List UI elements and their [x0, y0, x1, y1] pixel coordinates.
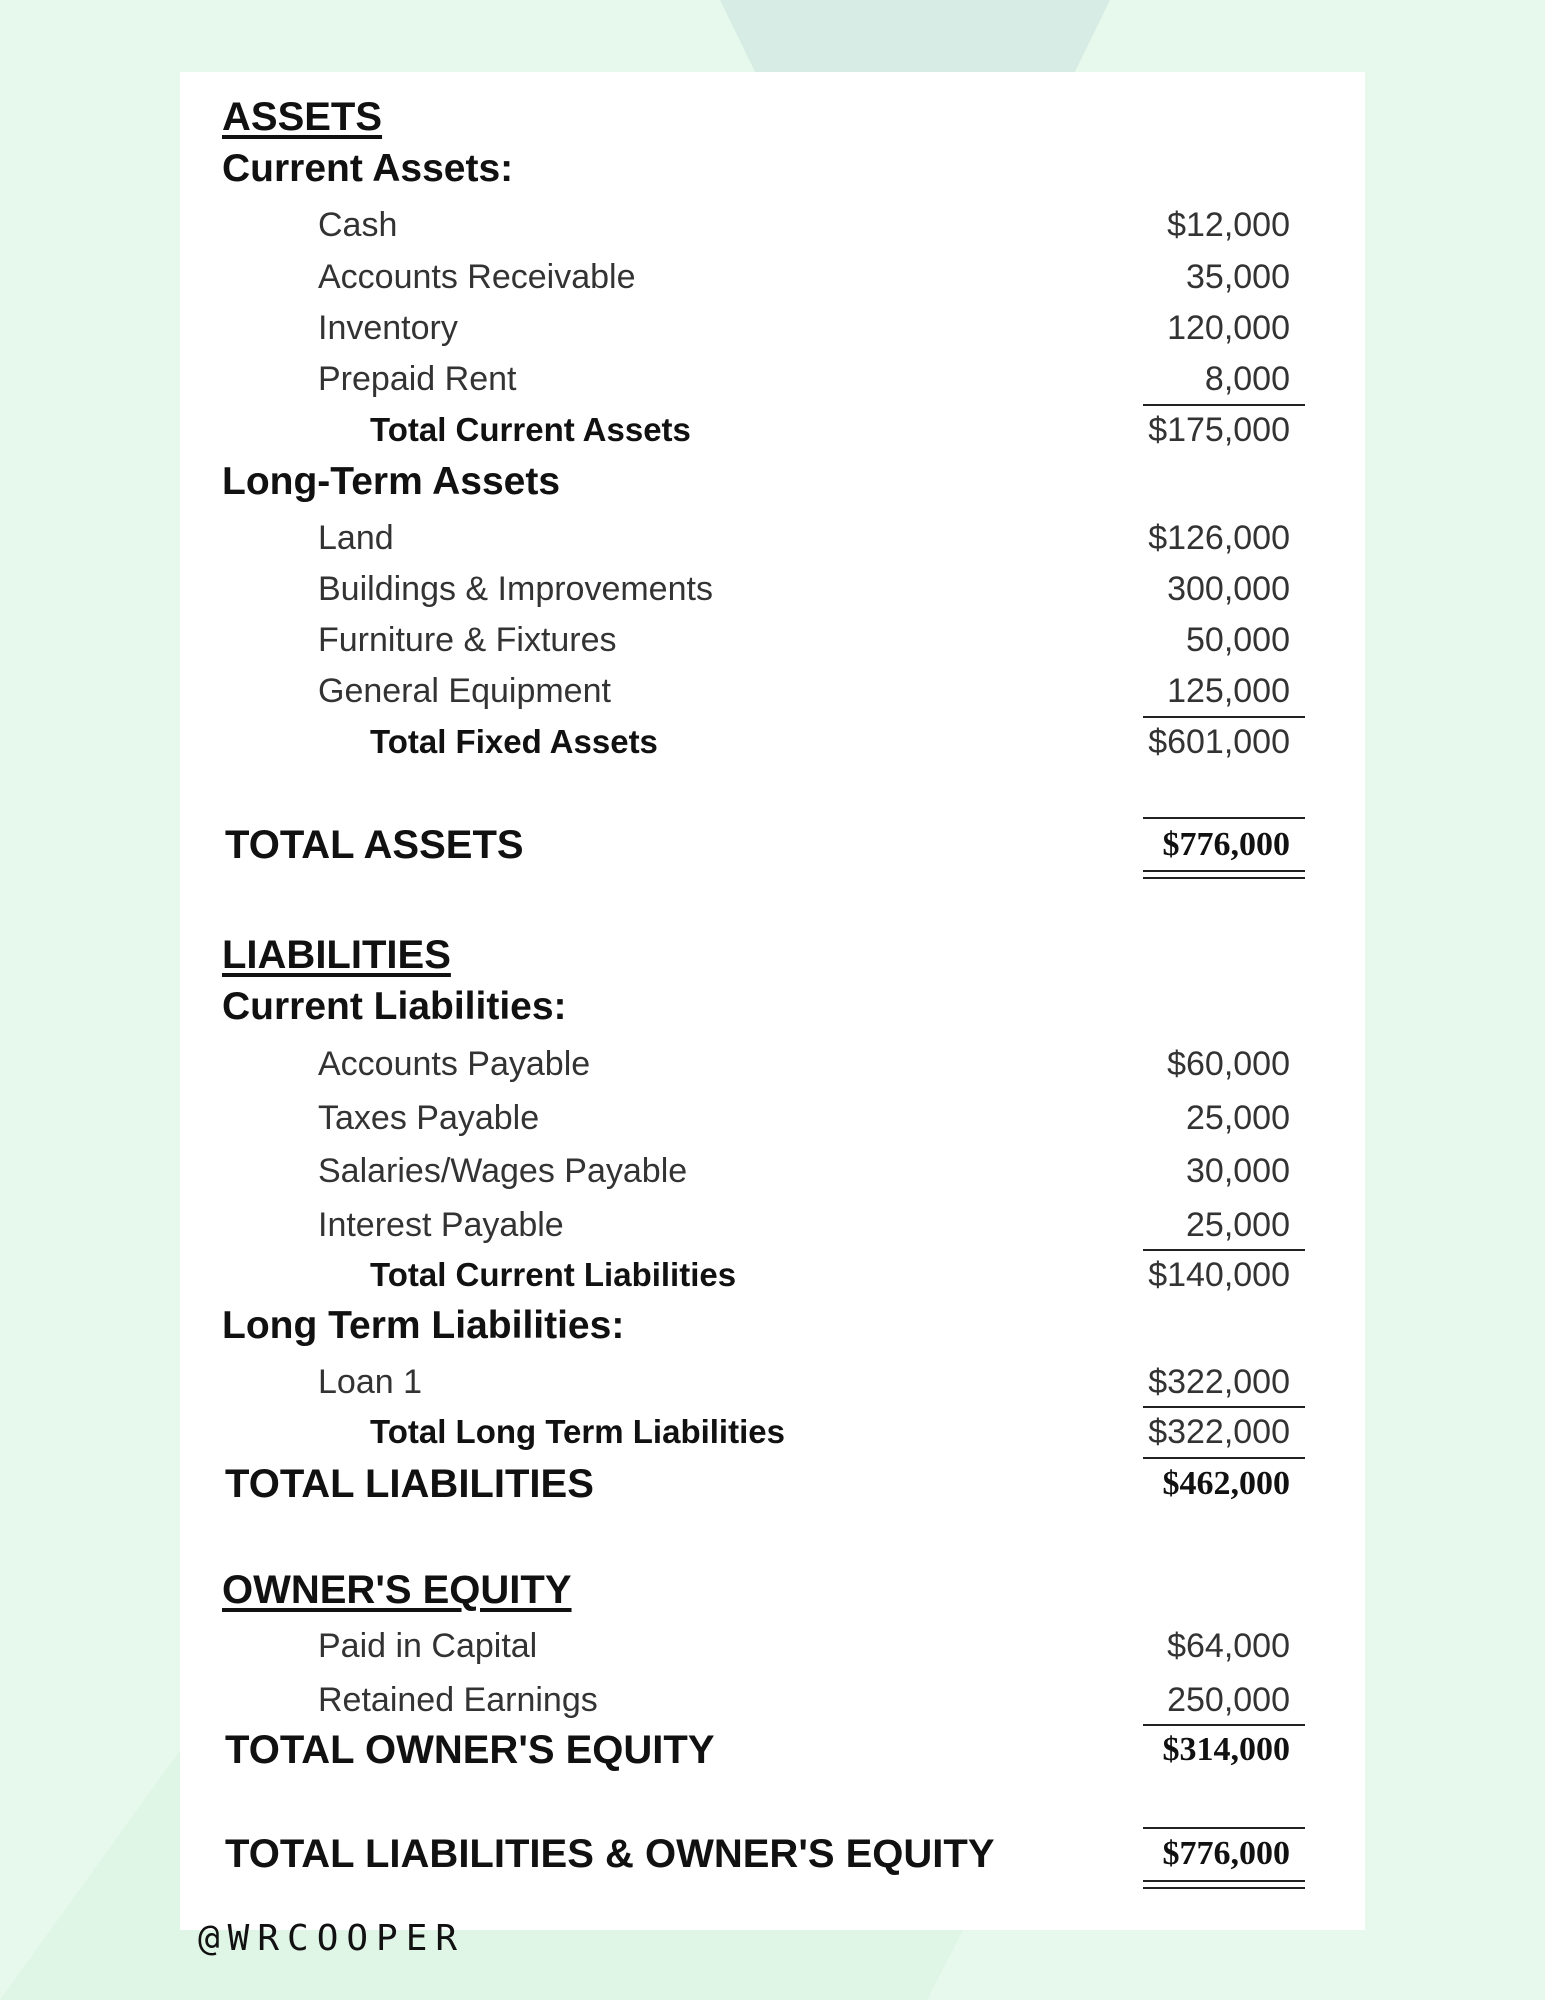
assets-header-row [180, 92, 1365, 142]
table-row [180, 200, 1365, 250]
grand-total-row [180, 820, 1365, 870]
total-assets-amount: $776,000 [1162, 826, 1290, 863]
line-item-label: Salaries/Wages Payable [318, 1152, 688, 1190]
line-item-amount: 35,000 [1186, 258, 1290, 296]
line-item-amount: 50,000 [1186, 621, 1290, 659]
current-assets-header-row [180, 144, 1365, 194]
long-term-assets-header-row [180, 457, 1365, 507]
subtotal-label: Total Long Term Liabilities [370, 1413, 785, 1450]
subtotal-row [180, 405, 1365, 455]
line-item-label: Land [318, 519, 394, 557]
line-item-label: Buildings & Improvements [318, 570, 713, 608]
table-row [180, 564, 1365, 614]
subtotal-amount: $175,000 [1148, 411, 1290, 449]
line-item-amount: $322,000 [1148, 1363, 1290, 1401]
table-row [180, 1675, 1365, 1725]
assets-title: ASSETS [222, 95, 383, 139]
subtotal-label: Total Current Liabilities [370, 1256, 737, 1293]
subtotal-row [180, 717, 1365, 767]
current-liabilities-title: Current Liabilities: [222, 985, 567, 1028]
table-row [180, 354, 1365, 404]
total-assets-label: TOTAL ASSETS [225, 823, 524, 867]
line-item-label: Furniture & Fixtures [318, 621, 617, 659]
subtotal-amount: $322,000 [1148, 1413, 1290, 1451]
liabilities-header-row [180, 930, 1365, 980]
table-row [180, 666, 1365, 716]
grand-total-row [180, 1829, 1365, 1879]
table-row [180, 513, 1365, 563]
table-row [180, 1200, 1365, 1250]
table-row [180, 303, 1365, 353]
subtotal-label: Total Current Assets [370, 411, 691, 448]
line-item-amount: $64,000 [1167, 1627, 1290, 1665]
subtotal-amount: $601,000 [1148, 723, 1290, 761]
subtotal-row [180, 1407, 1365, 1457]
total-rule-double [1143, 870, 1305, 879]
total-liabilities-equity-amount: $776,000 [1162, 1835, 1290, 1872]
line-item-amount: 120,000 [1167, 309, 1290, 347]
line-item-amount: 125,000 [1167, 672, 1290, 710]
total-equity-amount: $314,000 [1162, 1731, 1290, 1768]
subtotal-amount: $140,000 [1148, 1256, 1290, 1294]
line-item-label: Paid in Capital [318, 1627, 538, 1665]
table-row [180, 1621, 1365, 1671]
long-term-liabilities-title: Long Term Liabilities: [222, 1304, 625, 1347]
total-equity-label: TOTAL OWNER'S EQUITY [225, 1728, 715, 1772]
current-liabilities-header-row [180, 982, 1365, 1032]
total-liabilities-equity-label: TOTAL LIABILITIES & OWNER'S EQUITY [225, 1832, 995, 1876]
subtotal-label: Total Fixed Assets [370, 723, 658, 760]
line-item-amount: 8,000 [1204, 360, 1290, 398]
current-assets-title: Current Assets: [222, 147, 514, 190]
line-item-amount: 25,000 [1186, 1099, 1290, 1137]
line-item-amount: 30,000 [1186, 1152, 1290, 1190]
line-item-amount: $60,000 [1167, 1045, 1290, 1083]
equity-header-row [180, 1565, 1365, 1615]
table-row [180, 615, 1365, 665]
watermark-handle: @WRCOOPER [198, 1918, 466, 1959]
line-item-amount: 25,000 [1186, 1206, 1290, 1244]
total-liabilities-label: TOTAL LIABILITIES [225, 1462, 594, 1506]
balance-sheet [180, 72, 1365, 1930]
line-item-label: Prepaid Rent [318, 360, 517, 398]
subtotal-row [180, 1250, 1365, 1300]
table-row [180, 1146, 1365, 1196]
line-item-label: General Equipment [318, 672, 611, 710]
line-item-label: Accounts Payable [318, 1045, 591, 1083]
line-item-label: Retained Earnings [318, 1681, 598, 1719]
line-item-label: Accounts Receivable [318, 258, 636, 296]
long-term-assets-title: Long-Term Assets [222, 460, 561, 503]
total-rule-double [1143, 1880, 1305, 1889]
table-row [180, 1357, 1365, 1407]
total-liabilities-amount: $462,000 [1162, 1465, 1290, 1502]
table-row [180, 252, 1365, 302]
line-item-label: Loan 1 [318, 1363, 422, 1401]
total-rule-top [1143, 817, 1305, 819]
line-item-label: Cash [318, 206, 398, 244]
grand-total-row [180, 1725, 1365, 1775]
equity-title: OWNER'S EQUITY [222, 1568, 572, 1612]
line-item-amount: $12,000 [1167, 206, 1290, 244]
line-item-amount: 250,000 [1167, 1681, 1290, 1719]
line-item-amount: 300,000 [1167, 570, 1290, 608]
liabilities-title: LIABILITIES [222, 933, 451, 977]
line-item-label: Interest Payable [318, 1206, 564, 1244]
table-row [180, 1039, 1365, 1089]
grand-total-row [180, 1459, 1365, 1509]
table-row [180, 1093, 1365, 1143]
long-term-liabilities-header-row [180, 1301, 1365, 1351]
line-item-label: Taxes Payable [318, 1099, 540, 1137]
line-item-label: Inventory [318, 309, 458, 347]
line-item-amount: $126,000 [1148, 519, 1290, 557]
